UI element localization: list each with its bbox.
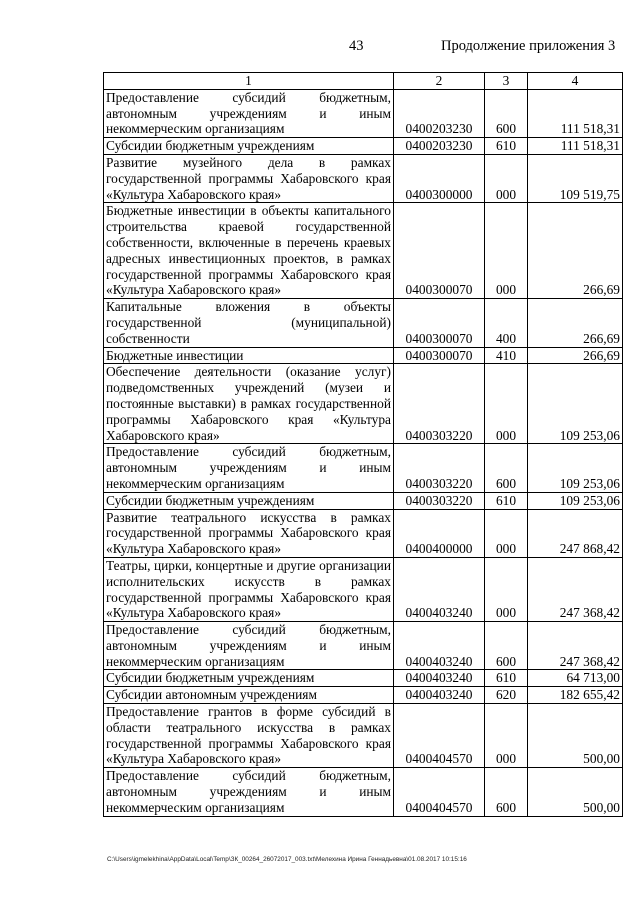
column-number-3: 3 xyxy=(485,73,528,90)
row-amount-cell: 111 518,31 xyxy=(528,89,623,137)
row-kind-cell: 410 xyxy=(485,347,528,364)
row-name-cell: Предоставление субсидий бюджетным, автономным учреждениям и иным некоммерческим организациям xyxy=(104,768,394,816)
row-name-cell: Обеспечение деятельности (оказание услуг) подведомственных учреждений (музеи и постоянные выставки) в рамках государственной программы Хабаровского края «Культура Хабаровского края» xyxy=(104,364,394,444)
row-kind-cell: 600 xyxy=(485,768,528,816)
row-code-cell: 0400403240 xyxy=(394,622,485,670)
row-kind-cell: 600 xyxy=(485,622,528,670)
row-name-cell: Развитие театрального искусства в рамках государственной программы Хабаровского края «Культура Хабаровского края» xyxy=(104,509,394,557)
row-name-cell: Субсидии автономным учреждениям xyxy=(104,687,394,704)
row-amount-cell: 266,69 xyxy=(528,347,623,364)
row-kind-cell: 000 xyxy=(485,557,528,621)
table-row xyxy=(104,492,623,509)
row-code-cell: 0400404570 xyxy=(394,704,485,768)
row-kind-cell: 400 xyxy=(485,299,528,347)
row-amount-cell: 109 519,75 xyxy=(528,154,623,202)
row-name-cell: Предоставление субсидий бюджетным, автономным учреждениям и иным некоммерческим организациям xyxy=(104,444,394,492)
table-row xyxy=(104,89,623,137)
row-amount-cell: 500,00 xyxy=(528,704,623,768)
row-code-cell: 0400303220 xyxy=(394,492,485,509)
table-header-row xyxy=(104,73,623,90)
table-row xyxy=(104,509,623,557)
row-kind-cell: 600 xyxy=(485,444,528,492)
row-code-cell: 0400300070 xyxy=(394,203,485,299)
row-kind-cell: 610 xyxy=(485,492,528,509)
table-row xyxy=(104,203,623,299)
table-row xyxy=(104,704,623,768)
table-row xyxy=(104,154,623,202)
column-number-1: 1 xyxy=(104,73,394,90)
table-row xyxy=(104,299,623,347)
row-amount-cell: 247 868,42 xyxy=(528,509,623,557)
row-name-cell: Бюджетные инвестиции xyxy=(104,347,394,364)
table-row xyxy=(104,670,623,687)
row-code-cell: 0400203230 xyxy=(394,89,485,137)
row-kind-cell: 000 xyxy=(485,203,528,299)
row-code-cell: 0400303220 xyxy=(394,444,485,492)
row-name-cell: Капитальные вложения в объекты государственной (муниципальной) собственности xyxy=(104,299,394,347)
row-code-cell: 0400403240 xyxy=(394,557,485,621)
row-kind-cell: 610 xyxy=(485,138,528,155)
row-name-cell: Субсидии бюджетным учреждениям xyxy=(104,492,394,509)
row-kind-cell: 610 xyxy=(485,670,528,687)
row-code-cell: 0400404570 xyxy=(394,768,485,816)
row-kind-cell: 600 xyxy=(485,89,528,137)
row-amount-cell: 64 713,00 xyxy=(528,670,623,687)
row-code-cell: 0400300070 xyxy=(394,347,485,364)
row-amount-cell: 247 368,42 xyxy=(528,557,623,621)
table-row xyxy=(104,557,623,621)
row-code-cell: 0400400000 xyxy=(394,509,485,557)
appendix-continuation-label: Продолжение приложения 3 xyxy=(441,38,616,54)
page-number: 43 xyxy=(349,38,364,54)
row-name-cell: Предоставление субсидий бюджетным, автономным учреждениям и иным некоммерческим организациям xyxy=(104,622,394,670)
row-amount-cell: 109 253,06 xyxy=(528,492,623,509)
file-path-footer: C:\Users\igmelekhina\AppData\Local\Temp\ЗК_00264_26072017_003.txt\Мелехина Ирина Геннадьевна\01.08.2017 10:15:16 xyxy=(107,856,467,863)
budget-table xyxy=(103,72,623,817)
row-amount-cell: 266,69 xyxy=(528,203,623,299)
table-row xyxy=(104,347,623,364)
row-amount-cell: 266,69 xyxy=(528,299,623,347)
table-row xyxy=(104,444,623,492)
row-name-cell: Предоставление субсидий бюджетным, автономным учреждениям и иным некоммерческим организациям xyxy=(104,89,394,137)
row-amount-cell: 109 253,06 xyxy=(528,364,623,444)
column-number-2: 2 xyxy=(394,73,485,90)
row-code-cell: 0400303220 xyxy=(394,364,485,444)
row-code-cell: 0400300070 xyxy=(394,299,485,347)
row-kind-cell: 000 xyxy=(485,154,528,202)
row-amount-cell: 500,00 xyxy=(528,768,623,816)
row-amount-cell: 109 253,06 xyxy=(528,444,623,492)
column-number-4: 4 xyxy=(528,73,623,90)
row-amount-cell: 247 368,42 xyxy=(528,622,623,670)
row-code-cell: 0400300000 xyxy=(394,154,485,202)
row-code-cell: 0400203230 xyxy=(394,138,485,155)
row-name-cell: Развитие музейного дела в рамках государственной программы Хабаровского края «Культура Хабаровского края» xyxy=(104,154,394,202)
row-kind-cell: 000 xyxy=(485,704,528,768)
row-code-cell: 0400403240 xyxy=(394,687,485,704)
row-name-cell: Театры, цирки, концертные и другие организации исполнительских искусств в рамках государственной программы Хабаровского края «Культура Хабаровского края» xyxy=(104,557,394,621)
row-amount-cell: 182 655,42 xyxy=(528,687,623,704)
table-row xyxy=(104,622,623,670)
table-row xyxy=(104,364,623,444)
row-kind-cell: 000 xyxy=(485,509,528,557)
row-kind-cell: 000 xyxy=(485,364,528,444)
row-kind-cell: 620 xyxy=(485,687,528,704)
row-name-cell: Субсидии бюджетным учреждениям xyxy=(104,670,394,687)
table-row xyxy=(104,687,623,704)
row-amount-cell: 111 518,31 xyxy=(528,138,623,155)
row-name-cell: Предоставление грантов в форме субсидий в области театрального искусства в рамках государственной программы Хабаровского края «Культура Хабаровского края» xyxy=(104,704,394,768)
row-name-cell: Бюджетные инвестиции в объекты капитального строительства краевой государственной собственности, включенные в перечень краевых адресных инвестиционных проектов, в рамках государственной программы Хабаровского края «Культура Хабаровского края» xyxy=(104,203,394,299)
row-code-cell: 0400403240 xyxy=(394,670,485,687)
table-row xyxy=(104,138,623,155)
table-row xyxy=(104,768,623,816)
row-name-cell: Субсидии бюджетным учреждениям xyxy=(104,138,394,155)
